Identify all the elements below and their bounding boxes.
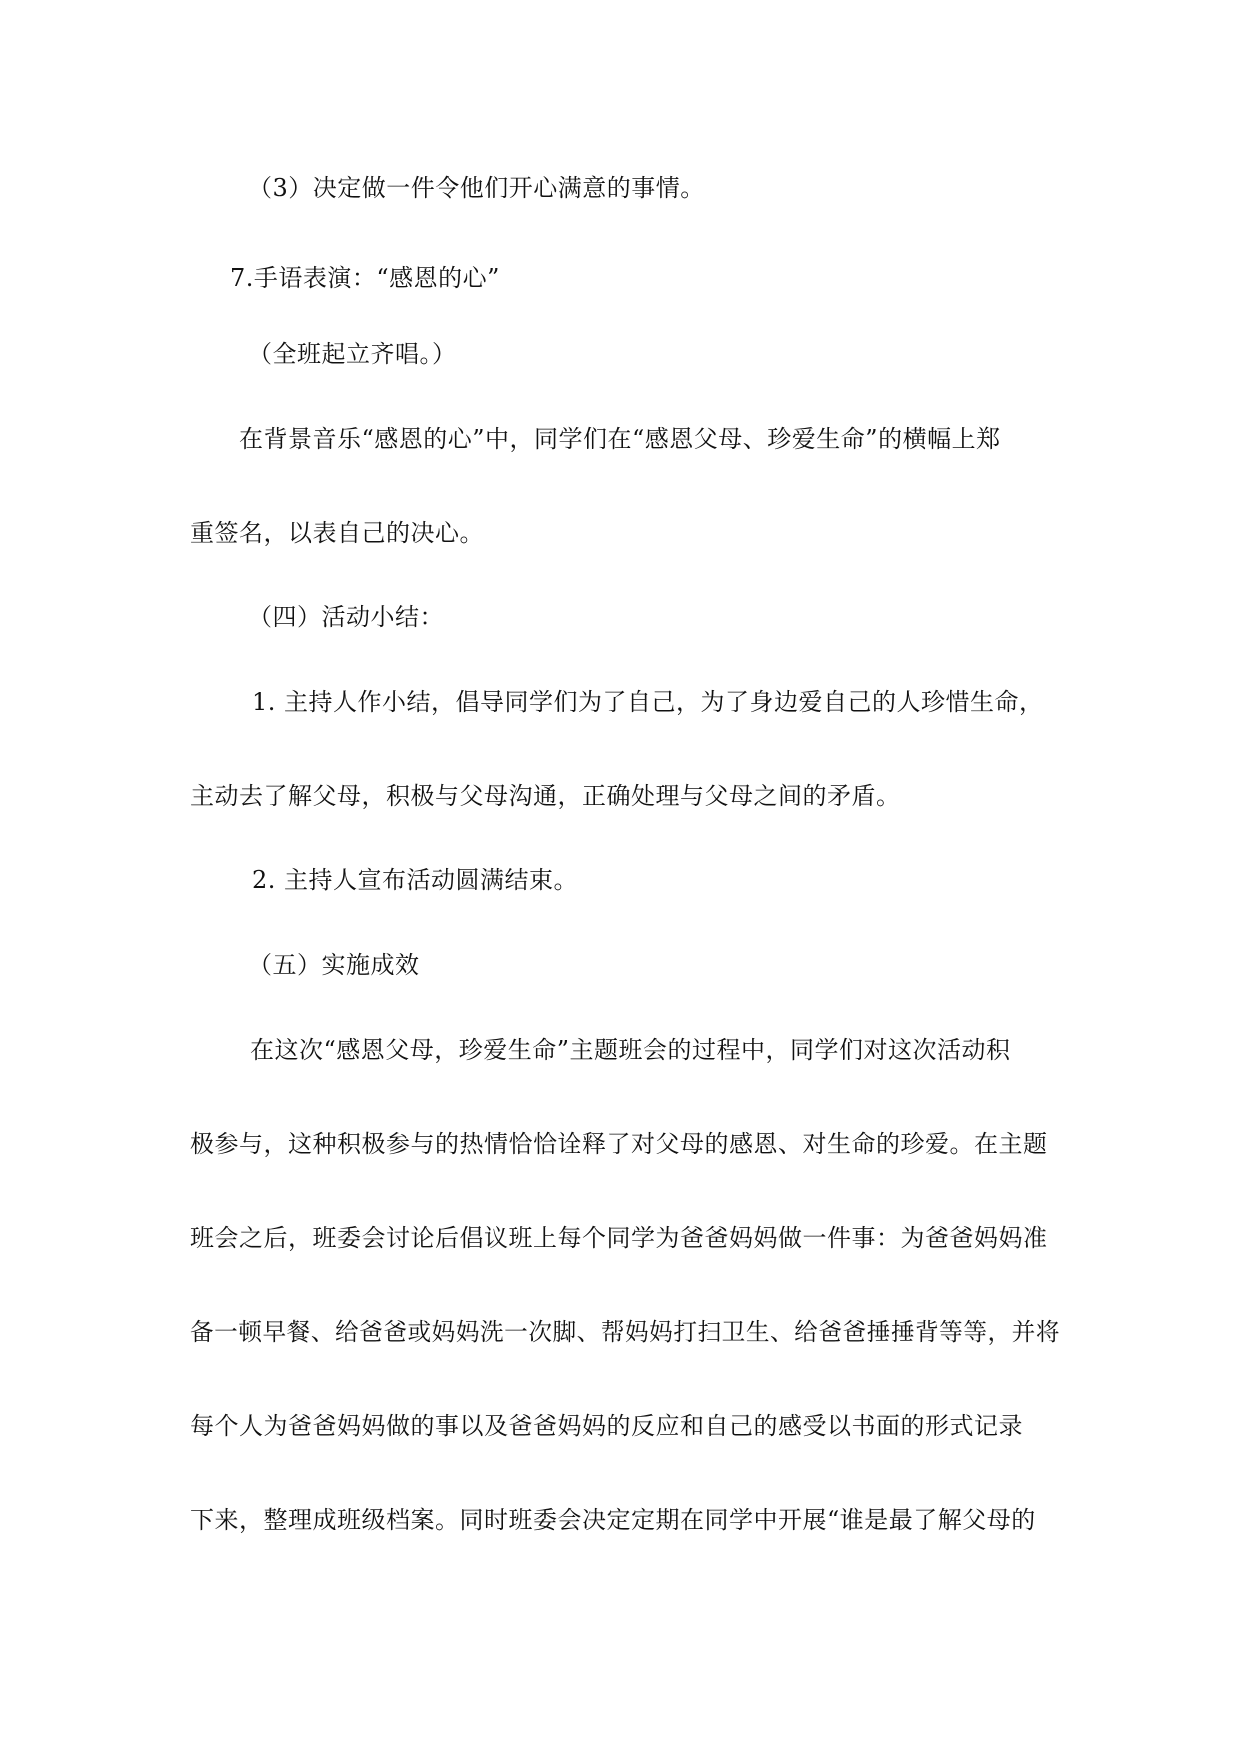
- results-paragraph-line-3: 班会之后，班委会讨论后倡议班上每个同学为爸爸妈妈做一件事：为爸爸妈妈准: [190, 1224, 1048, 1252]
- section-5-implementation-results-heading: （五）实施成效: [248, 951, 420, 979]
- item-7-sign-language-heading: 7.手语表演：“感恩的心”: [230, 264, 500, 292]
- paragraph-banner-signing-line-1: 在背景音乐“感恩的心”中，同学们在“感恩父母、珍爱生命”的横幅上郑: [239, 425, 1001, 453]
- results-paragraph-line-2: 极参与，这种积极参与的热情恰恰诠释了对父母的感恩、对生命的珍爱。在主题: [190, 1130, 1048, 1158]
- item-3-decide-happy-thing: （3）决定做一件令他们开心满意的事情。: [248, 174, 705, 202]
- summary-item-1-line-1: 1. 主持人作小结，倡导同学们为了自己，为了身边爱自己的人珍惜生命，: [252, 688, 1044, 716]
- results-paragraph-line-1: 在这次“感恩父母，珍爱生命”主题班会的过程中，同学们对这次活动积: [250, 1036, 1011, 1064]
- results-paragraph-line-6: 下来，整理成班级档案。同时班委会决定定期在同学中开展“谁是最了解父母的: [190, 1506, 1036, 1534]
- results-paragraph-line-4: 备一顿早餐、给爸爸或妈妈洗一次脚、帮妈妈打扫卫生、给爸爸捶捶背等等，并将: [190, 1318, 1061, 1346]
- results-paragraph-line-5: 每个人为爸爸妈妈做的事以及爸爸妈妈的反应和自己的感受以书面的形式记录: [190, 1412, 1023, 1440]
- paragraph-banner-signing-line-2: 重签名，以表自己的决心。: [190, 519, 484, 547]
- class-stand-sing-note: （全班起立齐唱。）: [248, 340, 457, 368]
- summary-item-1-line-2: 主动去了解父母，积极与父母沟通，正确处理与父母之间的矛盾。: [190, 782, 901, 810]
- summary-item-2: 2. 主持人宣布活动圆满结束。: [252, 866, 579, 894]
- section-4-activity-summary-heading: （四）活动小结：: [248, 603, 444, 631]
